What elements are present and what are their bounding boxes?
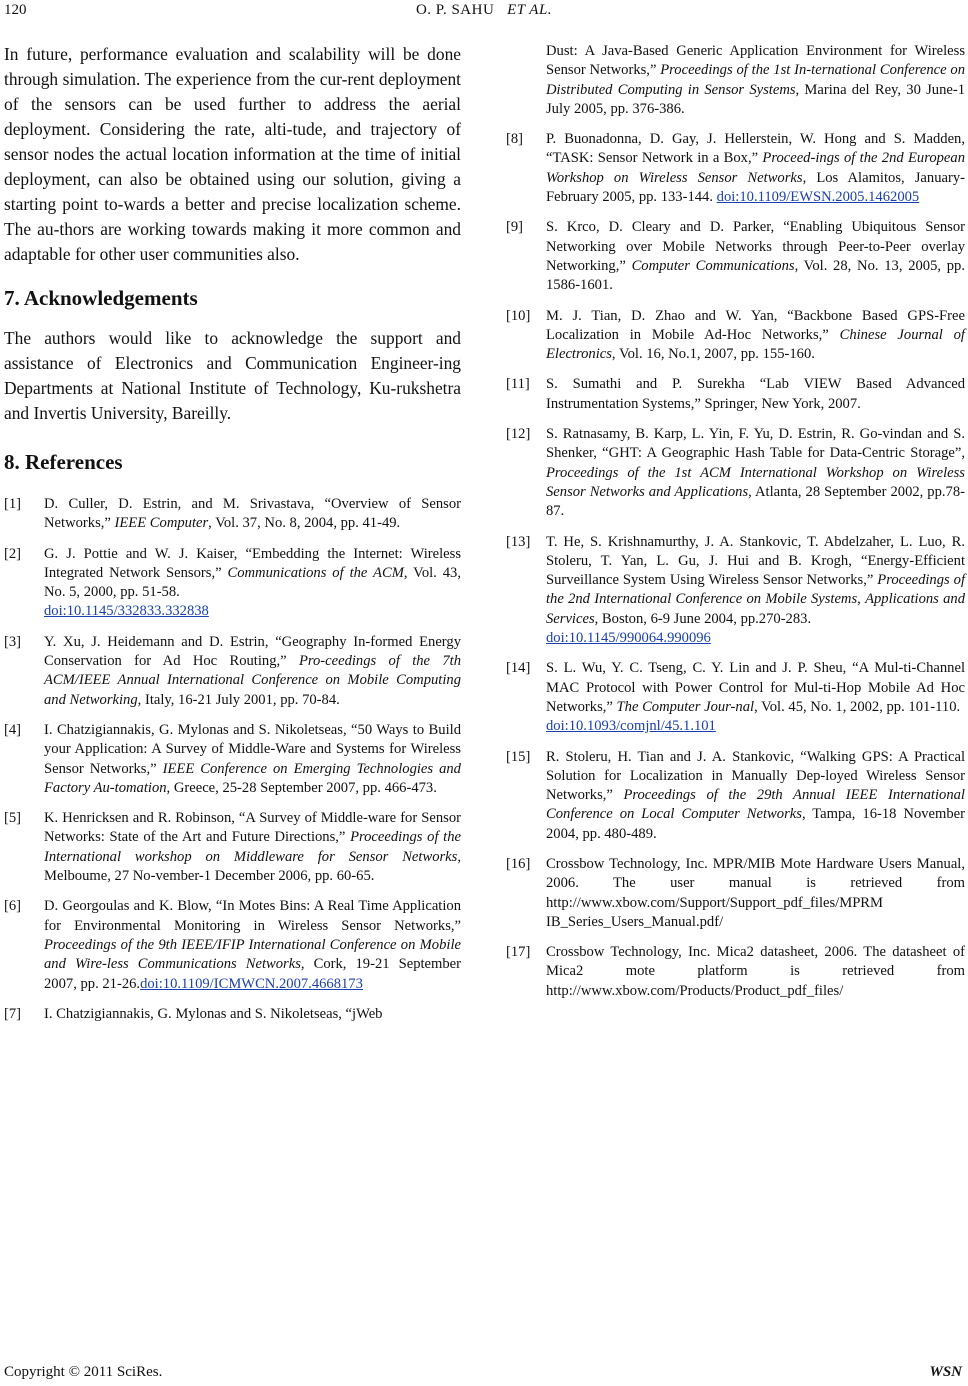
reference-segment: ,	[857, 591, 866, 608]
reference-text	[44, 721, 461, 798]
ack-paragraph: The authors would like to acknowledge the support and assistance of Electronics and Communication Engineer-ing Departments at National Institute of Technology, Ku-rukshetra and Invertis University, Bareilly.	[4, 328, 461, 423]
reference-item	[506, 218, 965, 295]
reference-segment: P. Buonadonna, D. Gay, J. Hellerstein, W. Hong and S. Madden, “TASK: Sensor Network in a Box,”	[546, 131, 965, 167]
running-head-etal: ET AL.	[507, 2, 553, 18]
reference-text	[44, 545, 461, 622]
reference-segment: , Boston, 6-9 June 2004, pp.270-283.	[594, 610, 812, 627]
reference-item	[506, 533, 965, 649]
reference-text	[546, 218, 965, 295]
reference-segment: Y. Xu, J. Heidemann and D. Estrin, “Geography In-formed Energy Conservation for Ad Hoc Routing,”	[44, 633, 461, 670]
right-column	[506, 42, 965, 1012]
reference-segment: , Melboume, 27 No-vember-1 December 2006, pp. 60-65.	[44, 848, 461, 885]
reference-venue: Proceedings of the 29th Annual IEEE International Conference on Local Computer Networks	[546, 787, 965, 823]
footer-copyright: Copyright © 2011 SciRes.	[4, 1364, 163, 1380]
reference-text	[546, 130, 965, 207]
reference-number: [8]	[506, 131, 524, 148]
doi-link[interactable]: doi:10.1145/332833.332838	[44, 603, 209, 620]
doi-link[interactable]: doi:10.1145/990064.990096	[546, 630, 711, 647]
reference-venue: IEEE Conference on Emerging Technologies and Factory Au-tomation	[44, 760, 461, 796]
reference-segment: S. Ratnasamy, B. Karp, L. Yin, F. Yu, D. Estrin, R. Go-vindan and S. Shenker, “GHT: A Geographic Hash Table for Data-Centric Storage”,	[546, 426, 965, 462]
reference-item	[4, 633, 461, 710]
reference-text	[546, 307, 965, 365]
reference-number: [1]	[4, 496, 22, 512]
reference-item	[4, 495, 461, 534]
reference-number: [14]	[506, 660, 531, 677]
reference-venue: Communications of the ACM	[227, 564, 404, 581]
reference-text	[546, 855, 965, 932]
page-number: 120	[4, 2, 27, 18]
reference-number: [3]	[4, 633, 22, 650]
reference-item	[506, 943, 965, 1001]
reference-number: [4]	[4, 721, 22, 738]
reference-segment: , Los Alamitos, January-February 2005, pp. 133-144.	[546, 169, 965, 206]
reference-item	[4, 1005, 461, 1024]
reference-venue: Pro-ceedings of the 7th ACM/IEEE Annual International Conference on Mobile Computing and Networking	[44, 653, 461, 708]
reference-segment: S. L. Wu, Y. C. Tseng, C. Y. Lin and J. P. Sheu, “A Mul-ti-Channel MAC Protocol with Power Control for Mul-ti-Hop Mobile Ad Hoc Networks,”	[546, 660, 965, 715]
reference-venue: Proceedings of the 1st In-ternational Conference on Distributed Computing in Sensor Systems	[546, 62, 965, 98]
reference-segment: , Vol. 16, No.1, 2007, pp. 155-160.	[611, 346, 815, 363]
reference-venue: Proceed-ings of the 2nd European Workshop on Wireless Sensor Networks	[546, 150, 965, 186]
reference-segment: D. Culler, D. Estrin, and M. Srivastava, “Overview of Sensor Networks,”	[44, 496, 461, 532]
reference-segment: M. J. Tian, D. Zhao and W. Yan, “Backbone Based GPS-Free Localization in Mobile Ad-Hoc Networks,”	[546, 307, 965, 343]
doi-link[interactable]: doi:10.1093/comjnl/45.1.101	[546, 718, 716, 735]
reference-text	[546, 375, 965, 414]
reference-segment: I. Chatzigiannakis, G. Mylonas and S. Nikoletseas, “jWeb	[44, 1005, 383, 1022]
reference-venue: Proceedings of the International workshop on Middleware for Sensor Networks	[44, 829, 462, 865]
reference-segment: , Atlanta, 28 September 2002, pp.78-87.	[546, 483, 965, 520]
reference-item	[506, 130, 965, 207]
reference-text	[546, 943, 965, 1001]
reference-item	[4, 545, 461, 622]
reference-venue: Proceedings of the 1st ACM International Workshop on Wireless Sensor Networks and Applications	[546, 464, 965, 500]
reference-number: [9]	[506, 219, 524, 236]
reference-venue: Computer Communications	[631, 257, 795, 274]
reference-text	[546, 748, 965, 844]
reference-segment: I. Chatzigiannakis, G. Mylonas and S. Nikoletseas, “50 Ways to Build your Application: A Survey of Middle-Ware and Systems for Wireless Sensor Networks,”	[44, 721, 461, 777]
reference-segment: R. Stoleru, H. Tian and J. A. Stankovic, “Walking GPS: A Practical Solution for Localization in Manually Dep-loyed Wireless Sensor Networks,”	[546, 748, 965, 804]
reference-text	[546, 659, 965, 736]
reference-item	[506, 375, 965, 414]
reference-number: [16]	[506, 855, 531, 872]
reference-venue: Proceedings of the 2nd International Conference on Mobile Systems	[546, 572, 966, 608]
reference-text	[44, 495, 461, 534]
reference-segment: , Greece, 25-28 September 2007, pp. 466-473.	[166, 779, 437, 796]
reference-number: [11]	[506, 376, 530, 393]
reference-item	[506, 307, 965, 365]
reference-segment: , Italy, 16-21 July 2001, pp. 70-84.	[137, 691, 340, 708]
reference-segment: Crossbow Technology, Inc. Mica2 datasheet, 2006. The datasheet of Mica2 mote platform is retrieved from http://www.xbow.com/Products/Product_pdf_files/	[546, 944, 965, 999]
reference-item	[506, 748, 965, 844]
reference-text	[44, 897, 461, 993]
reference-item	[506, 855, 965, 932]
reference-item	[506, 659, 965, 736]
reference-number: [10]	[506, 307, 531, 324]
reference-number: [17]	[506, 944, 531, 961]
reference-segment: , Vol. 43, No. 5, 2000, pp. 51-58.	[44, 564, 461, 601]
reference-segment: G. J. Pottie and W. J. Kaiser, “Embedding the Internet: Wireless Integrated Network Sensors,”	[44, 545, 461, 581]
reference-item	[4, 897, 461, 993]
reference-segment: S. Sumathi and P. Surekha “Lab VIEW Based Advanced Instrumentation Systems,” Springer, New York, 2007.	[546, 376, 965, 412]
reference-text	[44, 809, 461, 886]
reference-venue: Applications and Services	[546, 591, 965, 627]
reference-segment: T. He, S. Krishnamurthy, J. A. Stankovic, T. Abdelzaher, L. Luo, R. Stoleru, T. Yan, L. Gu, J. Hui and B. Krogh, “Energy-Efficient Surveillance System Using Wireless Sensor Networks,”	[546, 533, 965, 589]
reference-segment: , Vol. 28, No. 13, 2005, pp. 1586-1601.	[546, 257, 965, 294]
reference-venue: Chinese Journal of Electronics	[546, 326, 965, 363]
reference-venue: IEEE Computer	[114, 515, 209, 532]
reference-segment: , Vol. 37, No. 8, 2004, pp. 41-49.	[208, 515, 401, 532]
doi-link[interactable]: doi:10.1109/ICMWCN.2007.4668173	[140, 975, 363, 992]
reference-segment: Dust: A Java-Based Generic Application Environment for Wireless Sensor Networks,”	[546, 43, 965, 79]
reference-text	[546, 425, 965, 521]
ack-heading: 7. Acknowledgements	[4, 286, 198, 310]
reference-number: [7]	[4, 1005, 22, 1022]
reference-number: [15]	[506, 748, 531, 765]
reference-segment: S. Krco, D. Cleary and D. Parker, “Enabling Ubiquitous Sensor Networking over Mobile Networks through Peer-to-Peer overlay Networking,”	[546, 219, 965, 274]
left-column	[4, 42, 461, 1035]
reference-segment: D. Georgoulas and K. Blow, “In Motes Bins: A Real Time Application for Environmental Monitoring in Wireless Sensor Networks,”	[44, 898, 461, 934]
reference-number: [6]	[4, 898, 22, 915]
page-header	[0, 0, 968, 26]
reference-segment: , Marina del Rey, 30 June-1 July 2005, pp. 376-386.	[546, 81, 966, 117]
reference-venue: Proceedings of the 9th IEEE/IFIP International Conference on Mobile and Wire-less Communications Networks	[44, 936, 461, 973]
reference-segment: , Vol. 45, No. 1, 2002, pp. 101-110.	[754, 698, 961, 715]
reference-text	[44, 1005, 461, 1024]
running-head	[0, 2, 968, 19]
doi-link[interactable]: doi:10.1109/EWSN.2005.1462005	[716, 189, 920, 206]
reference-item	[506, 425, 965, 521]
reference-item	[506, 42, 965, 119]
reference-number: [5]	[4, 810, 22, 827]
reference-segment: K. Henricksen and R. Robinson, “A Survey of Middle-ware for Sensor Networks: State of the Art and Future Directions,”	[44, 810, 461, 846]
reference-item	[4, 809, 461, 886]
footer-journal: WSN	[929, 1364, 962, 1380]
reference-number	[506, 42, 546, 119]
references-left	[4, 495, 461, 1024]
references-heading: 8. References	[4, 450, 123, 474]
references-right	[506, 42, 965, 1001]
reference-item	[4, 721, 461, 798]
reference-number: [13]	[506, 533, 531, 550]
reference-number: [12]	[506, 426, 531, 443]
reference-venue: The Computer Jour-nal	[616, 698, 755, 715]
reference-segment: Crossbow Technology, Inc. MPR/MIB Mote Hardware Users Manual, 2006. The user manual is retrieved from http://www.xbow.com/Support/Support_pdf_files/MPRM IB_Series_Users_Manual.pdf/	[546, 855, 965, 930]
reference-number: [2]	[4, 545, 22, 562]
reference-segment: , Cork, 19-21 September 2007, pp. 21-26.	[44, 956, 462, 992]
reference-segment: , Tampa, 16-18 November 2004, pp. 480-489.	[546, 806, 966, 842]
reference-text	[546, 533, 965, 649]
reference-text	[546, 42, 965, 119]
running-head-authors: O. P. SAHU	[415, 2, 495, 18]
intro-paragraph: In future, performance evaluation and scalability will be done through simulation. The experience from the cur-rent deployment of the sensors can be used further to address the aerial deployment. Considering the rate, alti-tude, and trajectory of sensor nodes the actual location information at the time of initial deployment, can also be obtained using our solution, giving a starting point to-wards a better and precise localization scheme. The au-thors are working towards making it more common and adaptable for other user communities also.	[4, 44, 461, 264]
reference-text	[44, 633, 461, 710]
